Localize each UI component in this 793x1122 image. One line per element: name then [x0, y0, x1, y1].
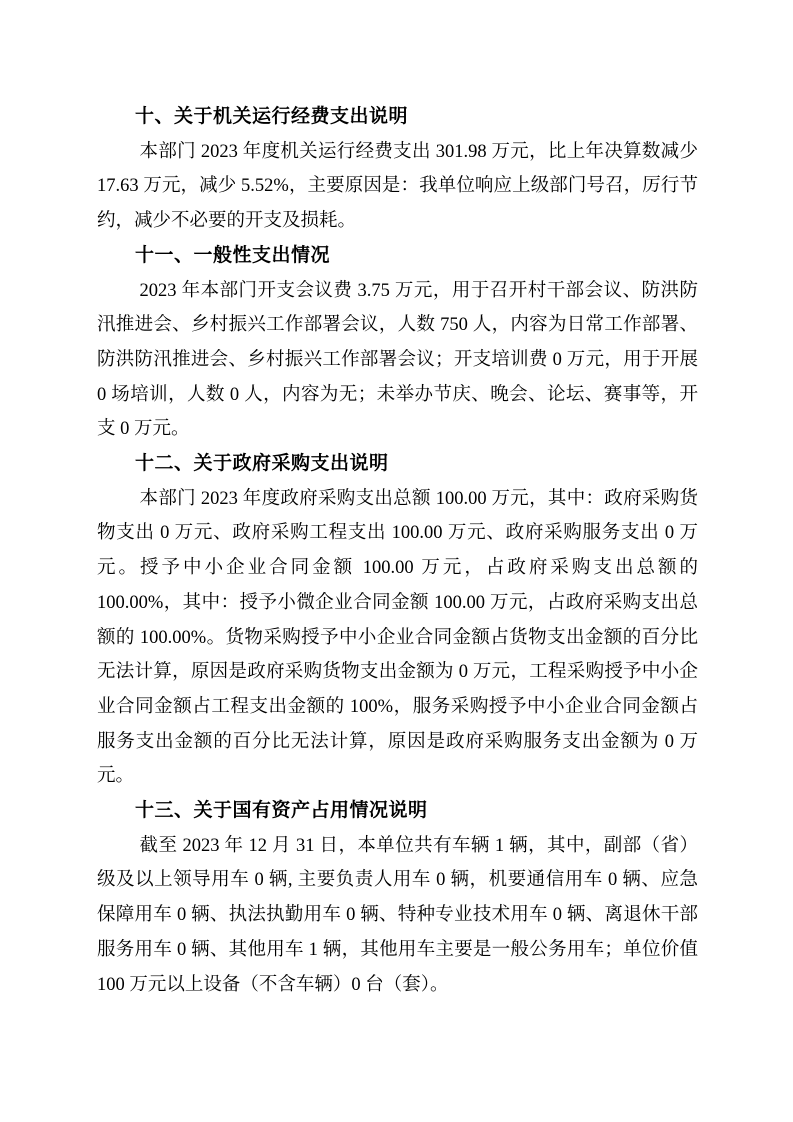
- section-heading: 十、关于机关运行经费支出说明: [135, 106, 409, 127]
- section-organ-operating-expenses: [97, 100, 698, 239]
- section-paragraph: 2023 年本部门开支会议费 3.75 万元，用于召开村干部会议、防洪防汛推进会、乡村振兴工作部署会议，人数 750 人，内容为日常工作部署、防洪防汛推进会、乡村振兴工作部署会议；开支培训费 0 万元，用于开展 0 场培训，人数 0 人，内容为无；未举办节庆、晚会、论坛、赛事等，开支 0 万元。: [97, 280, 698, 440]
- section-state-owned-assets: [97, 794, 698, 1002]
- section-general-expenditure: [97, 239, 698, 447]
- section-heading: 十三、关于国有资产占用情况说明: [135, 800, 428, 822]
- section-government-procurement: [97, 447, 698, 794]
- document-content: [97, 100, 698, 1002]
- section-paragraph: 本部门 2023 年度政府采购支出总额 100.00 万元，其中：政府采购货物支出 0 万元、政府采购工程支出 100.00 万元、政府采购服务支出 0 万元。授予中小企业合同金额 100.00 万元，占政府采购支出总额的 100.00%，其中：授予小微企业合同金额 100.00 万元，占政府采购支出总额的 100.00%。货物采购授予中小企业合同金额占货物支出金额的百分比无法计算，原因是政府采购货物支出金额为 0 万元，工程采购授予中小企业合同金额占工程支出金额的 100%，服务采购授予中小企业合同金额占服务支出金额的百分比无法计算，原因是政府采购服务支出金额为 0 万元。: [97, 488, 698, 787]
- section-paragraph: 本部门 2023 年度机关运行经费支出 301.98 万元，比上年决算数减少 17.63 万元，减少 5.52%，主要原因是：我单位响应上级部门号召，厉行节约，减少不必要的开支及损耗。: [97, 141, 698, 232]
- section-heading: 十一、一般性支出情况: [135, 244, 331, 266]
- section-paragraph: 截至 2023 年 12 月 31 日，本单位共有车辆 1 辆，其中，副部（省）级及以上领导用车 0 辆, 主要负责人用车 0 辆，机要通信用车 0 辆、应急保障用车 0 辆、执法执勤用车 0 辆、特种专业技术用车 0 辆、离退休干部服务用车 0 辆、其他用车 1 辆，其他用车主要是一般公务用车；单位价值 100 万元以上设备（不含车辆）0 台（套）。: [97, 835, 698, 995]
- section-heading: 十二、关于政府采购支出说明: [135, 453, 389, 475]
